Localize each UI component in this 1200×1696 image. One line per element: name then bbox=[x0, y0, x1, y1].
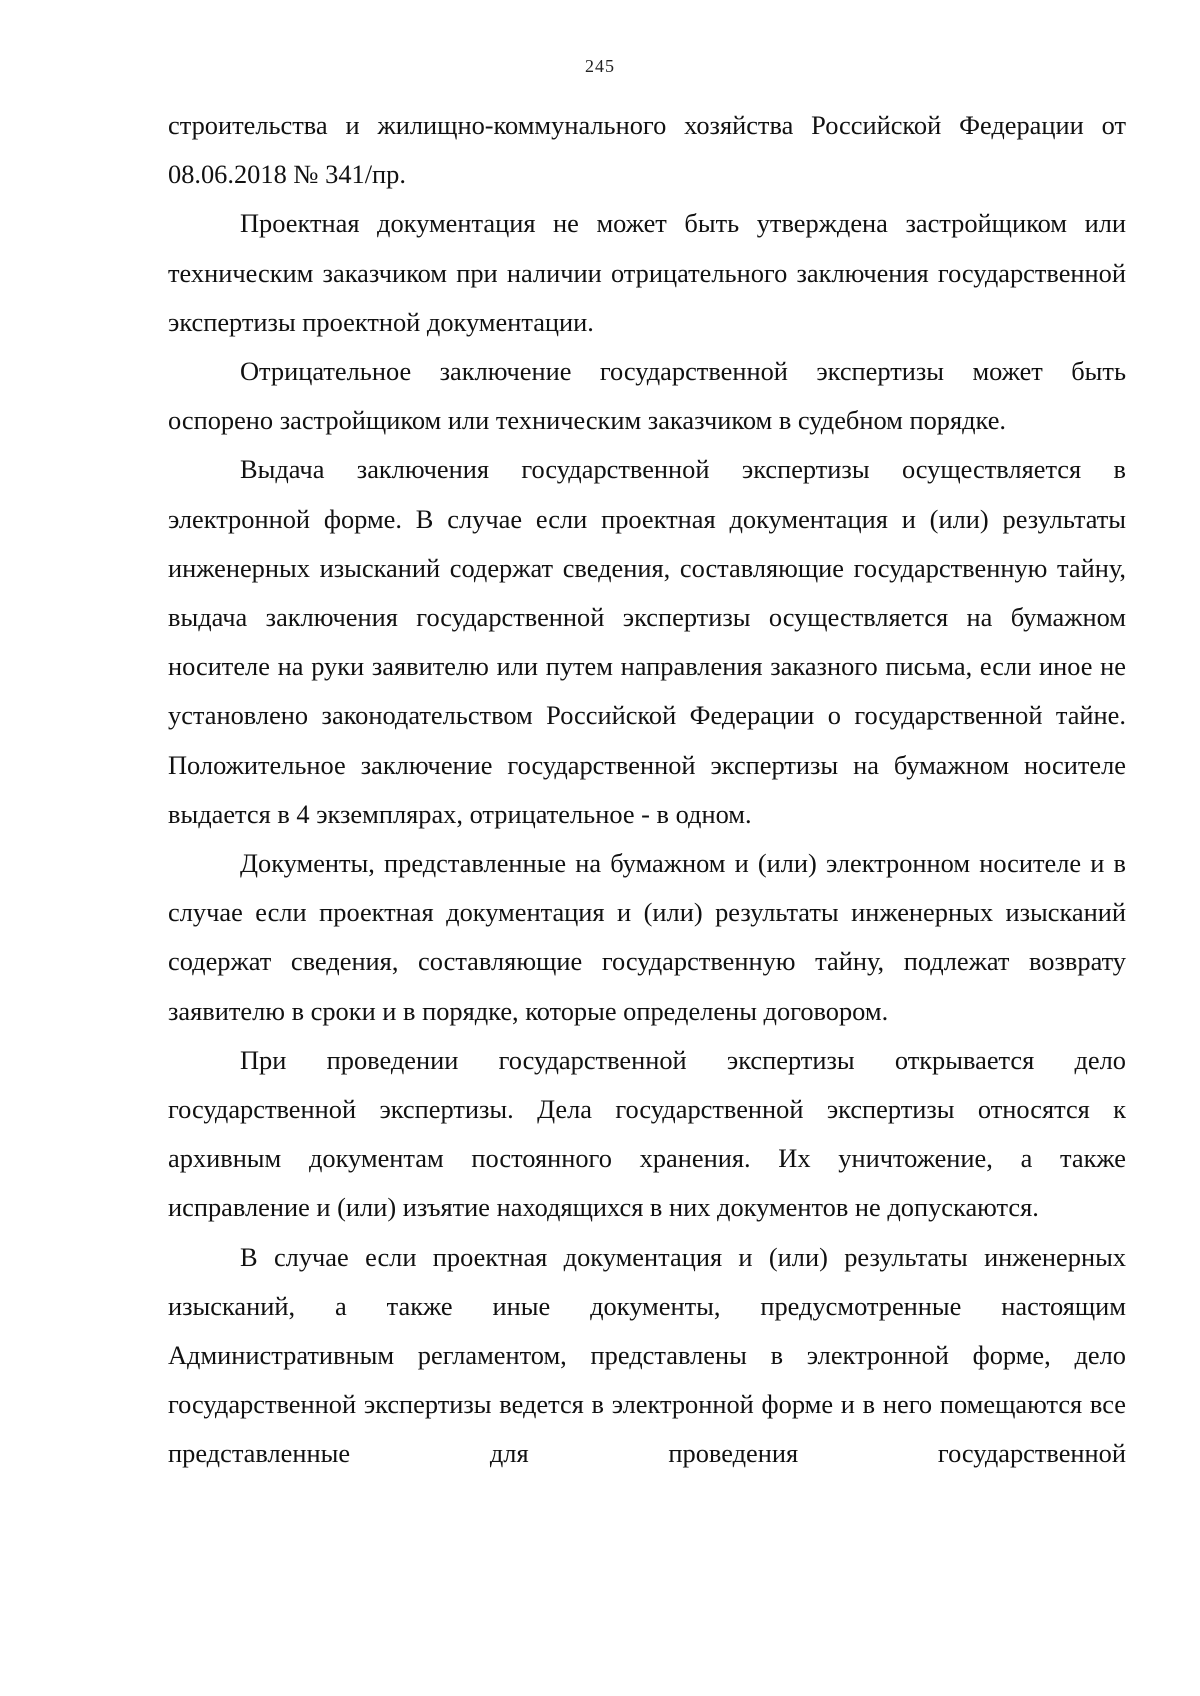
paragraph-approval-restriction: Проектная документация не может быть утверждена застройщиком или техническим заказчиком при наличии отрицательного заключения государственной экспертизы проектной документации. bbox=[168, 208, 1126, 337]
paragraph-continuation: строительства и жилищно-коммунального хозяйства Российской Федерации от 08.06.2018 № 341/пр. bbox=[168, 110, 1126, 190]
paragraph-negative-conclusion-appeal: Отрицательное заключение государственной экспертизы может быть оспорено застройщиком или техническим заказчиком в судебном порядке. bbox=[168, 356, 1126, 436]
page-number: 245 bbox=[585, 56, 615, 76]
paragraph-electronic-case: В случае если проектная документация и (или) результаты инженерных изысканий, а также иные документы, предусмотренные настоящим Административным регламентом, представлены в электронной форме, дело государственной экспертизы ведется в электронной форме и в него помещаются все представленные для проведения государственной bbox=[168, 1241, 1126, 1469]
paragraph-expertise-case: При проведении государственной экспертизы открывается дело государственной экспертизы. Дела государственной экспертизы относятся к архивным документам постоянного хранения. Их уничтожение, а также исправление и (или) изъятие находящихся в них документов не допускаются. bbox=[168, 1044, 1126, 1223]
paragraph-conclusion-issuance: Выдача заключения государственной экспертизы осуществляется в электронной форме. В случае если проектная документация и (или) результаты инженерных изысканий содержат сведения, составляющие государственную тайну, выдача заключения государственной экспертизы осуществляется на бумажном носителе на руки заявителю или путем направления заказного письма, если иное не установлено законодательством Российской Федерации о государственной тайне. Положительное заключение государственной экспертизы на бумажном носителе выдается в 4 экземплярах, отрицательное - в одном. bbox=[168, 454, 1126, 829]
document-body bbox=[168, 101, 1126, 1479]
paragraph-documents-return: Документы, представленные на бумажном и (или) электронном носителе и в случае если проектная документация и (или) результаты инженерных изысканий содержат сведения, составляющие государственную тайну, подлежат возврату заявителю в сроки и в порядке, которые определены договором. bbox=[168, 848, 1126, 1026]
